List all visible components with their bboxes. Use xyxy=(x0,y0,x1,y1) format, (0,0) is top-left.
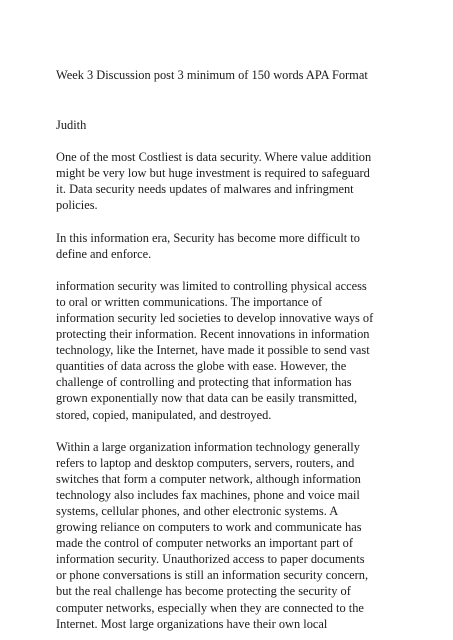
text-line: computer networks, especially when they are connected to the xyxy=(56,600,364,615)
text-line: One of the most Costliest is data security. Where value addition xyxy=(56,150,372,165)
text-line: quantities of data across the globe with ease. However, the xyxy=(56,359,347,374)
text-line: policies. xyxy=(56,198,98,213)
text-line: systems, cellular phones, and other electronic systems. A xyxy=(56,503,339,518)
text-line: Within a large organization information technology generally xyxy=(56,439,360,454)
text-line: stored, copied, manipulated, and destroyed. xyxy=(56,407,272,422)
text-line: to oral or written communications. The importance of xyxy=(56,294,323,309)
text-line: made the control of computer networks an important part of xyxy=(56,536,353,551)
text-line: refers to laptop and desktop computers, servers, routers, and xyxy=(56,455,355,470)
document-title: Week 3 Discussion post 3 minimum of 150 words APA Format xyxy=(56,68,368,82)
text-line: technology also includes fax machines, phone and voice mail xyxy=(56,487,360,502)
text-line: it. Data security needs updates of malwares and infringment xyxy=(56,182,354,197)
text-line: In this information era, Security has become more difficult to xyxy=(56,230,360,245)
text-line: information security led societies to develop innovative ways of xyxy=(56,310,374,325)
text-line: but the real challenge has become protecting the security of xyxy=(56,584,351,599)
text-line: information security. Unauthorized access to paper documents xyxy=(56,552,365,567)
paragraph-4 xyxy=(56,439,416,632)
text-line: challenge of controlling and protecting that information has xyxy=(56,375,352,390)
paragraph-1 xyxy=(56,149,416,213)
author-name: Judith xyxy=(56,118,87,133)
text-line: might be very low but huge investment is required to safeguard xyxy=(56,166,370,181)
document-body xyxy=(56,67,416,632)
text-line: information security was limited to controlling physical access xyxy=(56,278,367,293)
text-line: define and enforce. xyxy=(56,246,152,261)
text-line: or phone conversations is still an information security concern, xyxy=(56,568,369,583)
text-line: technology, like the Internet, have made it possible to send vast xyxy=(56,343,370,358)
paragraph-3 xyxy=(56,278,416,423)
text-line: protecting their information. Recent innovations in information xyxy=(56,327,370,342)
text-line: Internet. Most large organizations have their own local xyxy=(56,616,328,631)
text-line: grown exponentially now that data can be easily transmitted, xyxy=(56,391,358,406)
paragraph-2 xyxy=(56,230,416,262)
text-line: growing reliance on computers to work and communicate has xyxy=(56,520,362,535)
text-line: switches that form a computer network, although information xyxy=(56,471,361,486)
